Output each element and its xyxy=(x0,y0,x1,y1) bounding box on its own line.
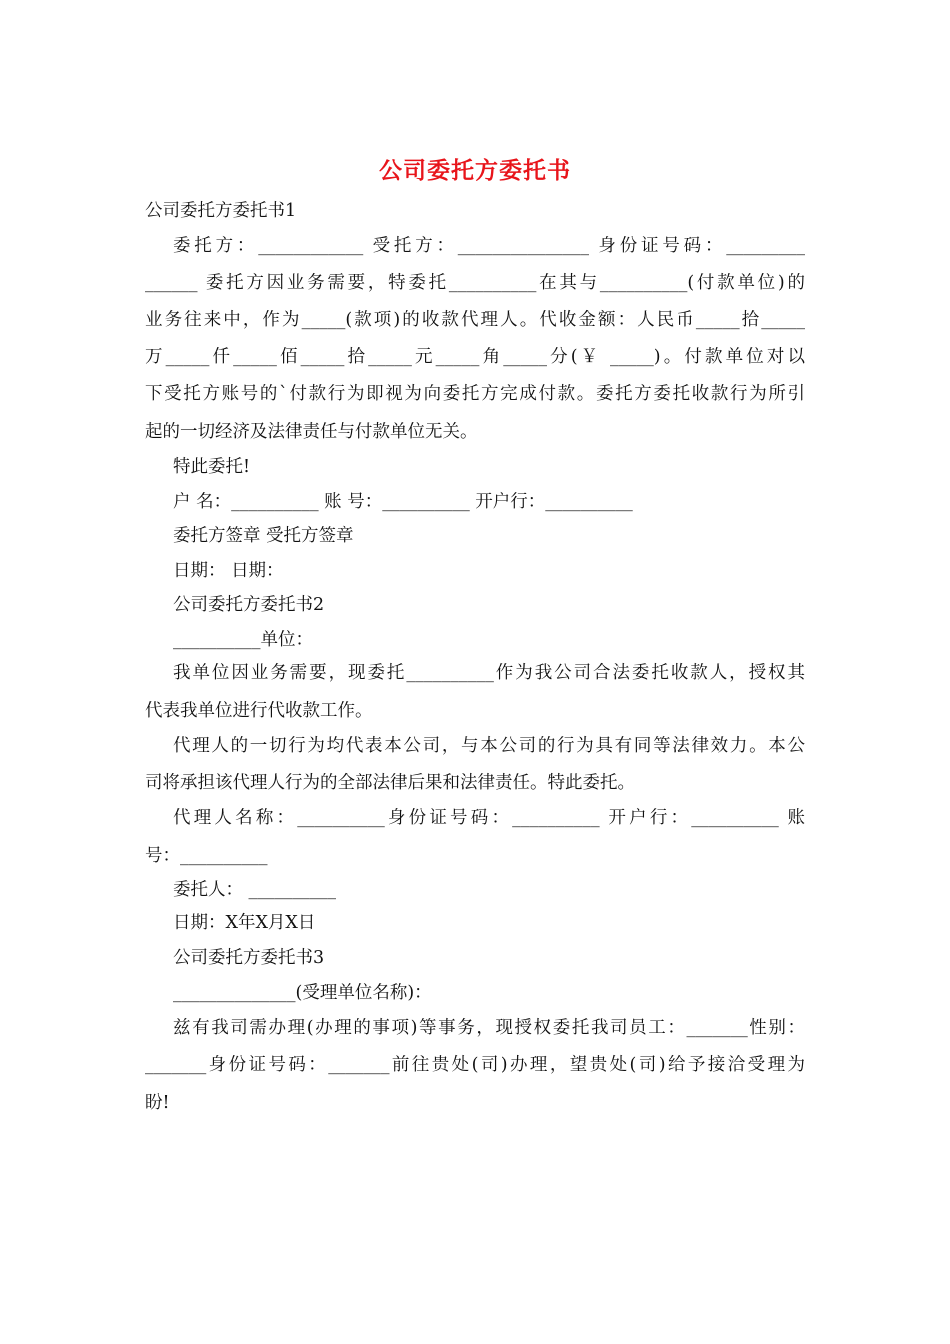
signature-line: 委托方签章 受托方签章 xyxy=(173,526,354,546)
paragraph-line: 代表我单位进行代收款工作。 xyxy=(145,701,373,721)
paragraph-line: __________单位： xyxy=(173,630,313,650)
paragraph-line: 业务往来中，作为_____(款项)的收款代理人。代收金额：人民币_____拾_____ xyxy=(145,310,805,330)
paragraph-line: ______ 委托方因业务需要，特委托__________在其与__________(付款单位)的 xyxy=(145,273,805,293)
paragraph-line: 起的一切经济及法律责任与付款单位无关。 xyxy=(145,422,478,442)
paragraph-line: 我单位因业务需要，现委托__________作为我公司合法委托收款人，授权其 xyxy=(173,663,805,683)
paragraph-line: 委托人： __________ xyxy=(173,880,337,900)
paragraph-line: 代理人名称：__________身份证号码：__________ 开户行：__________ 账 xyxy=(173,808,805,828)
document-title: 公司委托方委托书 xyxy=(379,157,571,184)
paragraph-line: _______身份证号码：_______前往贵处(司)办理，望贵处(司)给予接洽受理为 xyxy=(145,1055,805,1075)
paragraph-line: 委托方：____________ 受托方：_______________ 身份证号码：_________ xyxy=(173,236,805,256)
account-fields-line: 户 名：__________ 账 号：__________ 开户行：__________ xyxy=(173,492,633,512)
section-heading-2: 公司委托方委托书2 xyxy=(173,595,325,615)
date-line: 日期：X年X月X日 xyxy=(173,913,316,933)
paragraph-line: 代理人的一切行为均代表本公司，与本公司的行为具有同等法律效力。本公 xyxy=(173,736,805,756)
paragraph-line: 司将承担该代理人行为的全部法律后果和法律责任。特此委托。 xyxy=(145,773,635,793)
section-heading-3: 公司委托方委托书3 xyxy=(173,948,325,968)
paragraph-line: 下受托方账号的`付款行为即视为向委托方完成付款。委托方委托收款行为所引 xyxy=(145,384,805,404)
paragraph-line: 特此委托! xyxy=(173,457,251,477)
paragraph-line: 号：__________ xyxy=(145,846,268,866)
date-line: 日期： 日期： xyxy=(173,561,284,581)
section-heading-1: 公司委托方委托书1 xyxy=(145,201,297,221)
paragraph-line: 盼! xyxy=(145,1093,170,1113)
paragraph-line: 兹有我司需办理(办理的事项)等事务，现授权委托我司员工：_______性别： xyxy=(173,1018,805,1038)
paragraph-line: 万_____仟_____佰_____拾_____元_____角_____分(￥ _____)。付款单位对以 xyxy=(145,347,805,367)
paragraph-line: ______________(受理单位名称)： xyxy=(173,983,432,1003)
